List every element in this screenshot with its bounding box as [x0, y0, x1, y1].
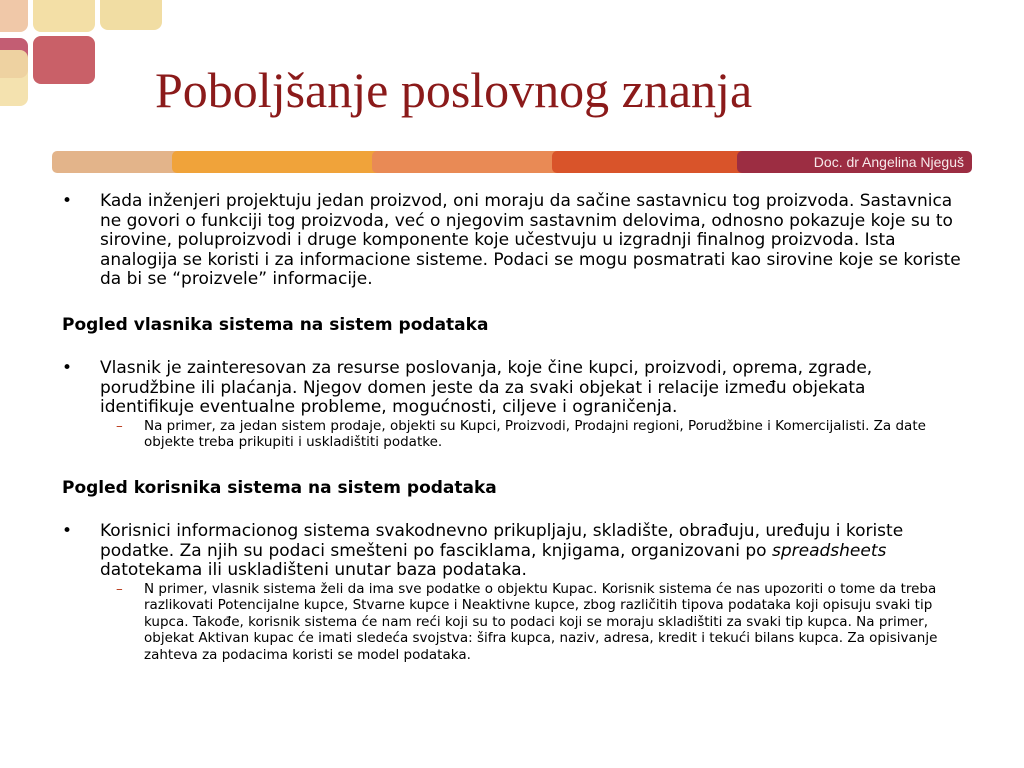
decor-square-1: [0, 0, 28, 32]
decor-square-5: [33, 36, 95, 84]
bullet-item-1: [62, 192, 962, 290]
bullet-icon: •: [62, 521, 73, 541]
section-heading-user: Pogled korisnika sistema na sistem podataka: [62, 477, 497, 498]
bullet-item-2: [62, 359, 962, 418]
slide-body: [62, 192, 962, 663]
band-segment-4: [552, 151, 747, 173]
bullet-icon: •: [62, 358, 73, 378]
bullet-text-3a: Korisnici informacionog sistema svakodnevno prikupljaju, skladište, obrađuju, uređuju i koriste podatke. Za njih su podaci smešteni po fasciklama, knjigama, organizovani po: [100, 521, 904, 561]
band-segment-1: [52, 151, 182, 173]
bullet-text-2: Vlasnik je zainteresovan za resurse poslovanja, koje čine kupci, proizvodi, oprema, zgrade, porudžbine ili plaćanja. Njegov domen jeste da za svaki objekat i relacije između objekata identifikuje eventualne probleme, mogućnosti, ciljeve i ograničenja.: [100, 358, 873, 417]
decor-square-6: [0, 50, 28, 106]
bullet-text-1: Kada inženjeri projektuju jedan proizvod, oni moraju da sačine sastavnicu tog proizvoda. Sastavnica ne govori o funkciji tog proizvoda, već o njegovim sastavnim delovima, odnosno pokazuje koje su to sirovine, poluproizvodi i druge komponente koje učestvuju u izgradnji finalnog proizvoda. Ista analogija se koristi i za informacione sisteme. Podaci se mogu posmatrati kao sirovine koje se koriste da bi se “proizvele” informacije.: [100, 191, 961, 289]
bullet-text-3-emphasis: spreadsheets: [771, 540, 887, 561]
bullet-item-3: [62, 522, 962, 581]
band-segment-2: [172, 151, 382, 173]
dash-icon: –: [116, 580, 123, 597]
decor-square-2: [33, 0, 95, 32]
decor-square-3: [100, 0, 162, 30]
band-segment-3: [372, 151, 562, 173]
dash-icon: –: [116, 417, 123, 434]
sub-item-2: [62, 418, 962, 451]
author-label: Doc. dr Angelina Njeguš: [813, 154, 964, 170]
bullet-icon: •: [62, 191, 73, 211]
sub-text-3: N primer, vlasnik sistema želi da ima sve podatke o objektu Kupac. Korisnik sistema će nas upozoriti o tome da treba razlikovati Potencijalne kupce, Stvarne kupce i Neaktivne kupce, zbog različitih tipova podataka koji opisuju svaki tip kupca. Takođe, korisnik sistema će nam reći koji su to podaci koji se moraju skladištiti za svaki tip kupca. Na primer, objekat Aktivan kupac će imati sledeća svojstva: šifra kupca, naziv, adresa, kredit i tekući bilans kupca. Za opisivanje zahteva za podacima koristi se model podataka.: [144, 580, 938, 663]
bullet-text-3b: datotekama ili uskladišteni unutar baza podataka.: [100, 560, 527, 580]
sub-text-2: Na primer, za jedan sistem prodaje, objekti su Kupci, Proizvodi, Prodajni regioni, Porudžbine i Komercijalisti. Za date objekte treba prikupiti i uskladištiti podatke.: [144, 417, 926, 450]
section-heading-owner: Pogled vlasnika sistema na sistem podataka: [62, 314, 489, 335]
sub-item-3: [62, 581, 962, 664]
slide-title: Poboljšanje poslovnog znanja: [155, 62, 753, 118]
